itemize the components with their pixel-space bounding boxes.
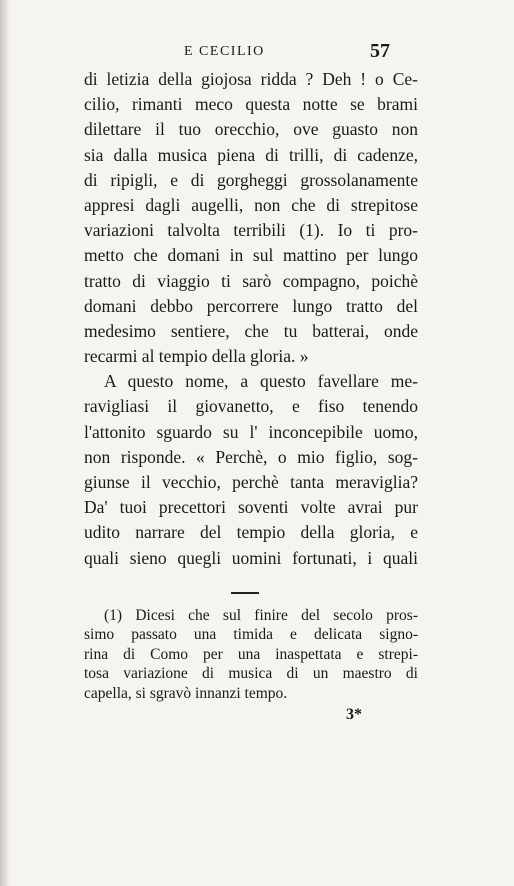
footnote-line: capella, si sgravò innanzi tempo. — [84, 684, 288, 702]
text-line: recarmi al tempio della gloria. » — [84, 346, 309, 367]
binding-shadow — [0, 0, 10, 886]
text-line: A questo nome, a questo favellare me- — [104, 371, 418, 392]
text-line: medesimo sentiere, che tu batterai, onde — [84, 320, 418, 341]
body-text — [84, 67, 418, 571]
text-line: cilio, rimanti meco questa notte se brami — [84, 94, 418, 115]
text-line: ravigliasi il giovanetto, e fiso tenendo — [84, 396, 418, 417]
footnote-line: (1) Dicesi che sul finire del secolo pros- — [104, 607, 418, 624]
text-line: non risponde. « Perchè, o mio figlio, sog- — [84, 446, 418, 467]
text-line: dilettare il tuo orecchio, ove guasto non — [84, 119, 418, 140]
footnote-line: rina di Como per una inaspettata e strepi- — [84, 645, 418, 663]
text-line: appresi dagli augelli, non che di strepitose — [84, 194, 418, 215]
text-line: Da' tuoi precettori soventi volte avrai pur — [84, 497, 418, 518]
text-line: di ripigli, e di gorgheggi grossolanamente — [84, 169, 418, 190]
text-line: udito narrare del tempio della gloria, e — [84, 522, 418, 543]
footnote-line: tosa variazione di musica di un maestro di — [84, 665, 418, 683]
running-head-title: E CECILIO — [184, 44, 265, 59]
text-line: metto che domani in sul mattino per lungo — [84, 245, 418, 266]
text-line: tratto di viaggio ti sarò compagno, poichè — [84, 270, 418, 291]
text-line: variazioni talvolta terribili (1). Io ti pro- — [84, 220, 418, 241]
page-number: 57 — [370, 40, 390, 62]
footnote — [84, 606, 418, 703]
text-line: sia dalla musica piena di trilli, di cadenze, — [84, 144, 418, 165]
text-line: l'attonito sguardo su l' inconcepibile uomo, — [84, 421, 418, 442]
footnote-line: simo passato una timida e delicata signo- — [84, 626, 418, 644]
signature-mark: 3* — [346, 706, 362, 723]
text-line: giunse il vecchio, perchè tanta meraviglia? — [84, 472, 418, 492]
text-line: quali sieno quegli uomini fortunati, i quali — [84, 547, 418, 568]
footnote-divider — [231, 592, 259, 594]
running-head — [0, 42, 514, 66]
text-line: domani debbo percorrere lungo tratto del — [84, 295, 418, 316]
text-line: di letizia della giojosa ridda ? Deh ! o Ce- — [84, 69, 418, 89]
